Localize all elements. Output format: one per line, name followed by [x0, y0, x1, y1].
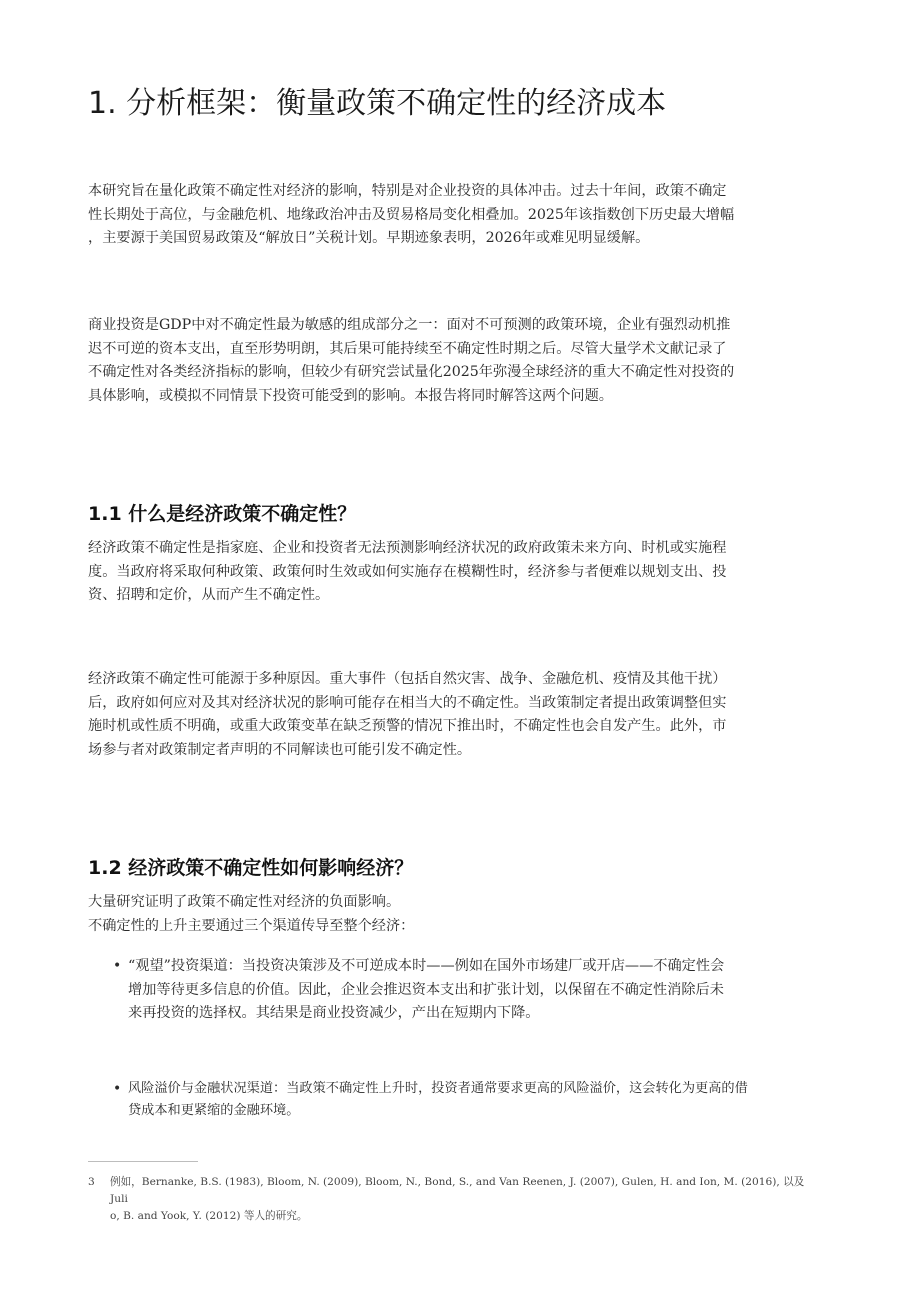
text-line: 迟不可逆的资本支出，直至形势明朗，其后果可能持续至不确定性时期之后。尽管大量学术文献记录了 [88, 340, 727, 357]
text-line: “观望”投资渠道：当投资决策涉及不可逆成本时——例如在国外市场建厂或开店——不确定性会 [128, 958, 725, 974]
text-line: 增加等待更多信息的价值。因此，企业会推迟资本支出和扩张计划，以保留在不确定性消除后未 [128, 981, 724, 998]
text-line: 商业投资是GDP中对不确定性最为敏感的组成部分之一：面对不可预测的政策环境，企业有强烈动机推 [88, 317, 731, 333]
intro-paragraph-2 [88, 314, 822, 408]
section-1-1-paragraph-2 [88, 668, 822, 762]
text-line: 来再投资的选择权。其结果是商业投资减少，产出在短期内下降。 [128, 1005, 540, 1021]
bullet-dot-icon: • [113, 1081, 122, 1097]
text-line: 经济政策不确定性是指家庭、企业和投资者无法预测影响经济状况的政府政策未来方向、时机或实施程 [88, 540, 727, 556]
text-line: 大量研究证明了政策不确定性对经济的负面影响。 [88, 894, 401, 910]
intro-paragraph-1 [88, 180, 822, 251]
footnote-divider [88, 1161, 198, 1162]
text-line: 风险溢价与金融状况渠道：当政策不确定性上升时，投资者通常要求更高的风险溢价，这会转化为更高的借 [128, 1081, 748, 1096]
text-line: 不确定性对各类经济指标的影响，但较少有研究尝试量化2025年弥漫全球经济的重大不确定性对投资的 [88, 364, 735, 380]
text-line: 场参与者对政策制定者声明的不同解读也可能引发不确定性。 [88, 741, 472, 758]
bullet-text [128, 955, 818, 1026]
text-line: 经济政策不确定性可能源于多种原因。重大事件（包括自然灾害、战争、金融危机、疫情及其他干扰） [88, 671, 727, 687]
text-line: 施时机或性质不明确，或重大政策变革在缺乏预警的情况下推出时，不确定性也会自发产生。此外，市 [88, 718, 727, 734]
text-line: 具体影响，或模拟不同情景下投资可能受到的影响。本报告将同时解答这两个问题。 [88, 387, 613, 404]
text-line: 后，政府如何应对及其对经济状况的影响可能存在相当大的不确定性。当政策制定者提出政策调整但实 [88, 694, 727, 711]
text-line: o, B. and Yook, Y. (2012) 等人的研究。 [110, 1210, 308, 1222]
section-heading-1-1: 1.1 什么是经济政策不确定性？ [88, 503, 357, 525]
bullet-dot-icon: • [113, 958, 122, 974]
text-line: 度。当政府将采取何种政策、政策何时生效或如何实施存在模糊性时，经济参与者便难以规划支出、投 [88, 563, 727, 580]
section-1-1-paragraph-1 [88, 537, 822, 608]
page-title: 1. 分析框架：衡量政策不确定性的经济成本 [88, 86, 667, 121]
text-line: 不确定性的上升主要通过三个渠道传导至整个经济： [88, 917, 415, 934]
footnote-text [110, 1174, 816, 1225]
text-line: ，主要源于美国贸易政策及“解放日”关税计划。早期迹象表明，2026年或难见明显缓解。 [88, 230, 650, 246]
section-1-2-lead [88, 891, 822, 938]
bullet-text [128, 1078, 818, 1122]
section-heading-1-2: 1.2 经济政策不确定性如何影响经济？ [88, 857, 414, 879]
text-line: 资、招聘和定价，从而产生不确定性。 [88, 587, 330, 603]
footnote-number: 3 [88, 1176, 95, 1188]
text-line: 性长期处于高位，与金融危机、地缘政治冲击及贸易格局变化相叠加。2025年该指数创下历史最大增幅 [88, 206, 735, 223]
text-line: 例如，Bernanke, B.S. (1983), Bloom, N. (2009), Bloom, N., Bond, S., and Van Reenen, J. (2007), Gulen, H. and Ion, M. (2016), 以及 Juli [110, 1176, 805, 1205]
text-line: 贷成本和更紧缩的金融环境。 [128, 1103, 300, 1118]
text-line: 本研究旨在量化政策不确定性对经济的影响，特别是对企业投资的具体冲击。过去十年间，政策不确定 [88, 183, 727, 199]
